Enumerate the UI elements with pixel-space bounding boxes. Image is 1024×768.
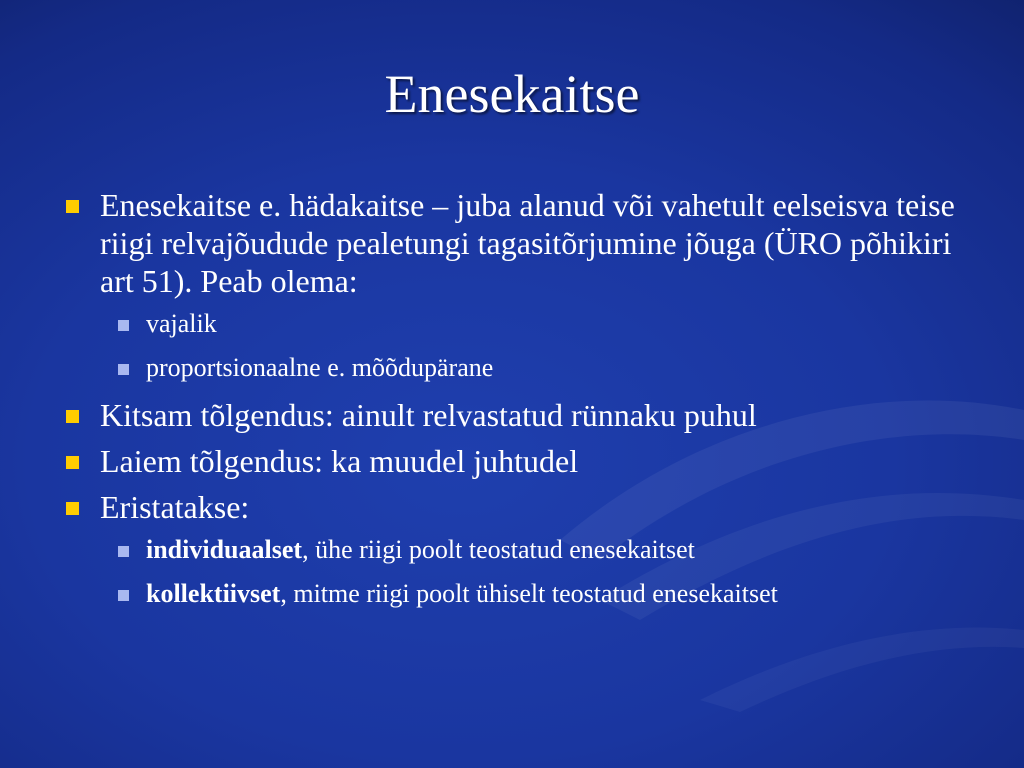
square-bullet-icon <box>66 200 79 213</box>
sub-bullet-text: proportsionaalne e. mõõdupärane <box>146 353 494 382</box>
sub-bullet-item <box>60 534 960 566</box>
sub-bullet-text: vajalik <box>146 309 217 338</box>
bullet-item <box>60 396 960 434</box>
square-sub-bullet-icon <box>118 364 129 375</box>
bullet-item <box>60 186 960 300</box>
bullet-item <box>60 488 960 526</box>
sub-bullet-bold-term: kollektiivset <box>146 579 281 608</box>
sub-bullet-bold-term: individuaalset <box>146 535 303 564</box>
bullet-list <box>60 186 960 622</box>
bullet-item <box>60 442 960 480</box>
square-bullet-icon <box>66 456 79 469</box>
square-bullet-icon <box>66 410 79 423</box>
bullet-text: Eristatakse: <box>100 489 250 525</box>
sub-bullet-text: , mitme riigi poolt ühiselt teostatud enesekaitset <box>280 579 778 608</box>
slide-title: Enesekaitse <box>384 64 640 124</box>
sub-bullet-item <box>60 578 960 610</box>
square-sub-bullet-icon <box>118 320 129 331</box>
bullet-text: Enesekaitse e. hädakaitse – juba alanud või vahetult eelseisva teise riigi relvajõudude pealetungi tagasitõrjumine jõuga (ÜRO põhikiri art 51). Peab olema: <box>100 187 955 299</box>
square-bullet-icon <box>66 502 79 515</box>
sub-bullet-item <box>60 352 960 384</box>
bullet-text: Laiem tõlgendus: ka muudel juhtudel <box>100 443 579 479</box>
sub-bullet-text: , ühe riigi poolt teostatud enesekaitset <box>302 535 695 564</box>
square-sub-bullet-icon <box>118 546 129 557</box>
square-sub-bullet-icon <box>118 590 129 601</box>
bullet-text: Kitsam tõlgendus: ainult relvastatud rünnaku puhul <box>100 397 757 433</box>
sub-bullet-item <box>60 308 960 340</box>
